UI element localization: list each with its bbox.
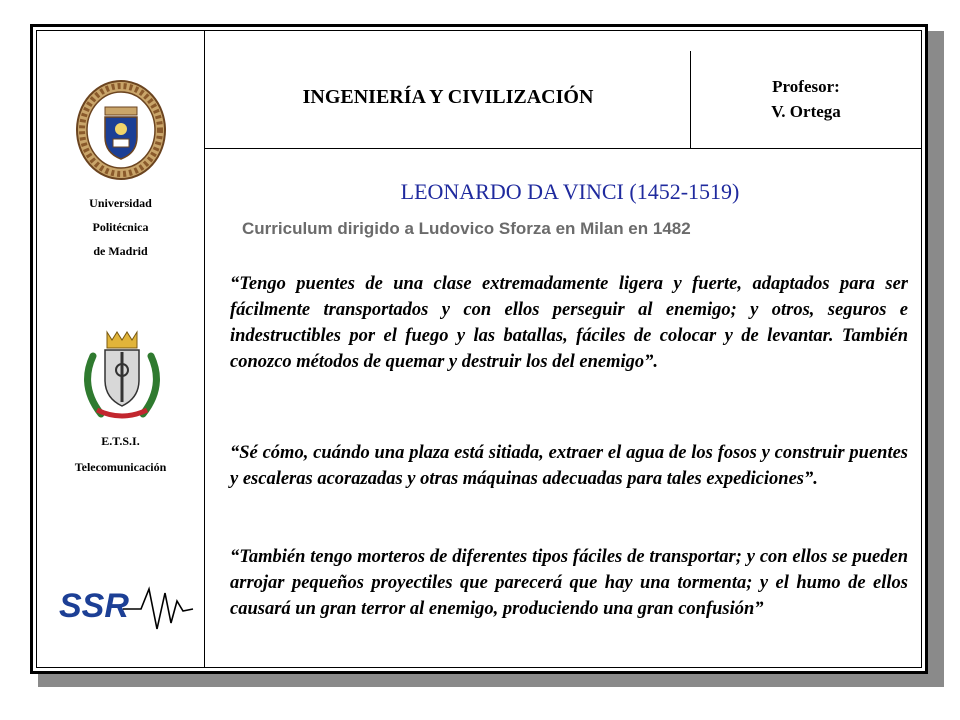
professor-label: Profesor: [772,77,840,96]
sidebar-divider [204,31,205,667]
university-line-1: Universidad [89,196,152,210]
professor-block [691,74,921,124]
school-line-1: E.T.S.I. [101,434,140,448]
header-divider [204,148,921,149]
ssr-logo-icon [57,579,197,635]
ssr-logo-text: SSR [59,587,129,625]
professor-name: V. Ortega [771,102,841,121]
university-line-2: Politécnica [92,220,149,234]
quote-paragraph-2: “Sé cómo, cuándo una plaza está sitiada, extraer el agua de los fosos y construir puentes y escaleras acorazadas y otras máquinas adecuadas para tales expediciones”. [230,443,908,489]
university-line-3: de Madrid [93,244,148,258]
page-subtitle: Curriculum dirigido a Ludovico Sforza en Milan en 1482 [242,219,691,238]
quote-paragraph-3: “También tengo morteros de diferentes tipos fáciles de transportar; y con ellos se pueden arrojar pequeños proyectiles que parecerá que hay una tormenta; y el humo de ellos causará un gran terror al enemigo, produciendo una gran confusión” [230,547,908,619]
school-line-2: Telecomunicación [74,460,167,474]
slide-inner-border [36,30,922,668]
course-title: INGENIERÍA Y CIVILIZACIÓN [302,86,594,108]
quote-paragraph-1: “Tengo puentes de una clase extremadamente ligera y fuerte, adaptados para ser fácilmente transportados y con ellos perseguir al enemigo; y otros, seguros e indestructibles por el fuego y las batallas, fáciles de colocar y de levantar. También conozco métodos de quemar y destruir los del enemigo”. [230,274,908,372]
upm-seal-icon [75,79,167,181]
page-title: LEONARDO DA VINCI (1452-1519) [400,179,740,204]
slide-frame [30,24,928,674]
school-name [37,428,204,480]
etsi-crest-icon [79,326,165,422]
university-name [37,191,204,263]
